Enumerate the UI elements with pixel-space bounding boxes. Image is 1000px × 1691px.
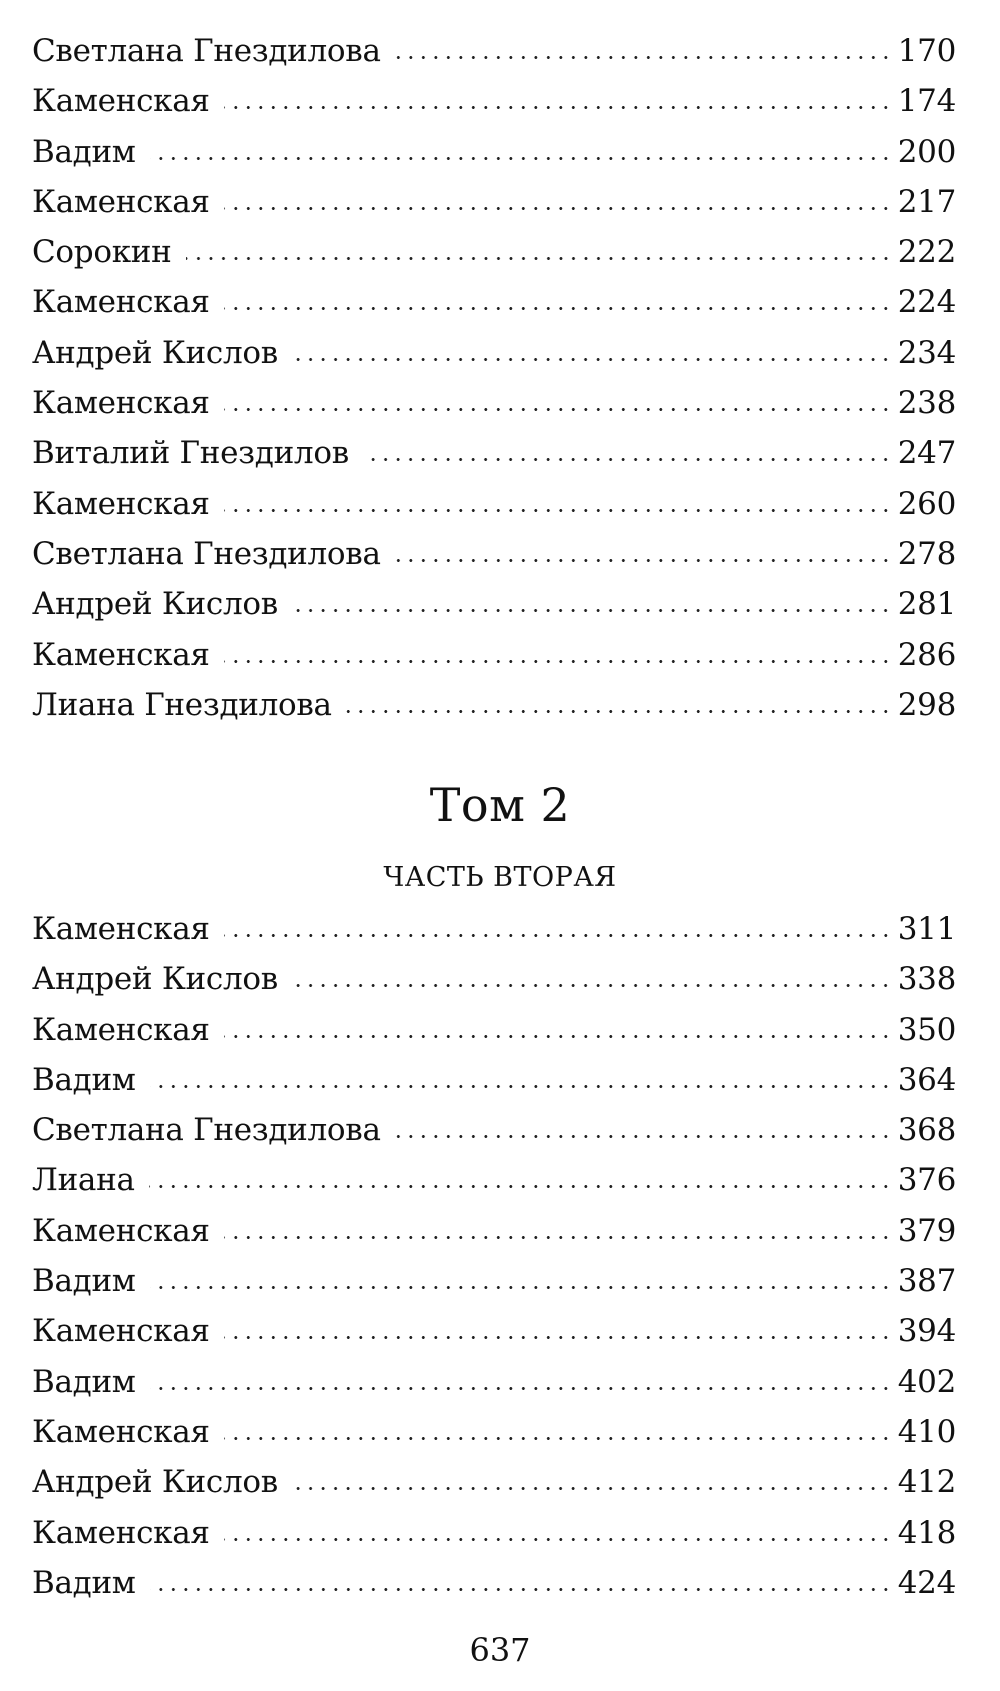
toc-entry-page: 424 — [897, 1564, 956, 1601]
toc-entry-title: Каменская — [32, 1313, 210, 1350]
toc-entry-title: Вадим — [32, 1061, 136, 1098]
toc-list-volume-1 — [32, 26, 956, 730]
toc-entry-page: 234 — [897, 334, 956, 371]
toc-entry-title: Андрей Кислов — [32, 334, 278, 371]
toc-entry[interactable] — [32, 904, 956, 954]
dot-leader — [224, 660, 892, 663]
toc-entry[interactable] — [32, 177, 956, 227]
dot-leader — [149, 1185, 892, 1188]
toc-entry[interactable] — [32, 1558, 956, 1608]
toc-list-volume-2 — [32, 904, 956, 1608]
toc-entry-page: 170 — [897, 33, 956, 69]
toc-entry[interactable] — [32, 954, 956, 1004]
toc-entry[interactable] — [32, 1105, 956, 1155]
toc-entry-title: Лиана Гнездилова — [32, 686, 332, 723]
dot-leader — [150, 157, 892, 160]
toc-entry[interactable] — [32, 127, 956, 177]
dot-leader — [363, 458, 892, 461]
toc-entry-page: 311 — [897, 911, 956, 947]
toc-entry-page: 387 — [897, 1263, 956, 1300]
volume-heading: Том 2 — [429, 778, 571, 832]
toc-entry-title: Каменская — [32, 636, 210, 673]
dot-leader — [224, 1336, 892, 1339]
toc-entry-page: 418 — [897, 1514, 956, 1551]
toc-entry-title: Андрей Кислов — [32, 961, 278, 998]
page-number: 637 — [469, 1631, 531, 1669]
toc-entry-page: 394 — [897, 1313, 956, 1350]
dot-leader — [150, 1387, 892, 1390]
dot-leader — [186, 257, 892, 260]
dot-leader — [224, 408, 892, 411]
toc-entry[interactable] — [32, 680, 956, 730]
dot-leader — [224, 934, 892, 937]
toc-entry-title: Каменская — [32, 1514, 210, 1551]
toc-entry-title: Каменская — [32, 911, 210, 947]
toc-entry-page: 338 — [897, 961, 956, 998]
dot-leader — [150, 1085, 892, 1088]
dot-leader — [224, 1538, 892, 1541]
toc-entry-page: 281 — [897, 586, 956, 623]
toc-entry-page: 222 — [897, 234, 956, 271]
dot-leader — [150, 1588, 892, 1591]
toc-entry-title: Светлана Гнездилова — [32, 535, 381, 572]
dot-leader — [150, 1286, 892, 1289]
toc-entry-title: Каменская — [32, 83, 210, 120]
toc-entry[interactable] — [32, 1306, 956, 1356]
toc-entry-title: Вадим — [32, 1363, 136, 1400]
toc-entry-title: Вадим — [32, 1564, 136, 1601]
toc-entry-title: Светлана Гнездилова — [32, 33, 381, 69]
toc-entry[interactable] — [32, 26, 956, 76]
toc-entry[interactable] — [32, 1206, 956, 1256]
toc-entry[interactable] — [32, 1055, 956, 1105]
toc-entry[interactable] — [32, 428, 956, 478]
toc-entry-title: Виталий Гнездилов — [32, 435, 349, 472]
toc-entry[interactable] — [32, 1005, 956, 1055]
toc-entry[interactable] — [32, 579, 956, 629]
dot-leader — [224, 1236, 892, 1239]
toc-entry[interactable] — [32, 277, 956, 327]
toc-entry-page: 286 — [897, 636, 956, 673]
dot-leader — [224, 1035, 892, 1038]
dot-leader — [292, 984, 892, 987]
toc-entry-page: 278 — [897, 535, 956, 572]
toc-entry-page: 402 — [897, 1363, 956, 1400]
toc-entry[interactable] — [32, 378, 956, 428]
toc-entry-page: 379 — [897, 1212, 956, 1249]
toc-entry-title: Каменская — [32, 1212, 210, 1249]
toc-entry-page: 200 — [897, 133, 956, 170]
dot-leader — [224, 207, 892, 210]
toc-entry[interactable] — [32, 1155, 956, 1205]
toc-entry-page: 364 — [897, 1061, 956, 1098]
toc-entry-title: Андрей Кислов — [32, 1464, 278, 1501]
toc-entry-page: 410 — [897, 1413, 956, 1450]
toc-entry-page: 368 — [897, 1112, 956, 1149]
toc-entry-title: Вадим — [32, 1263, 136, 1300]
toc-entry-page: 238 — [897, 385, 956, 422]
toc-entry[interactable] — [32, 1457, 956, 1507]
toc-entry[interactable] — [32, 76, 956, 126]
dot-leader — [346, 710, 892, 713]
toc-entry[interactable] — [32, 529, 956, 579]
toc-entry-page: 412 — [897, 1464, 956, 1501]
toc-entry-page: 217 — [897, 183, 956, 220]
toc-entry[interactable] — [32, 328, 956, 378]
dot-leader — [224, 509, 892, 512]
toc-entry-title: Каменская — [32, 284, 210, 321]
toc-entry-title: Светлана Гнездилова — [32, 1112, 381, 1149]
toc-entry[interactable] — [32, 630, 956, 680]
toc-entry-page: 350 — [897, 1011, 956, 1048]
toc-entry-page: 376 — [897, 1162, 956, 1199]
dot-leader — [395, 1135, 892, 1138]
dot-leader — [292, 609, 892, 612]
dot-leader — [224, 106, 892, 109]
toc-entry[interactable] — [32, 1357, 956, 1407]
toc-entry-title: Сорокин — [32, 234, 172, 271]
toc-entry-page: 260 — [897, 485, 956, 522]
toc-entry-title: Каменская — [32, 183, 210, 220]
toc-entry-title: Андрей Кислов — [32, 586, 278, 623]
toc-entry-page: 174 — [897, 83, 956, 120]
toc-entry-title: Каменская — [32, 1011, 210, 1048]
toc-entry-title: Вадим — [32, 133, 136, 170]
toc-entry[interactable] — [32, 1407, 956, 1457]
toc-entry-page: 298 — [897, 686, 956, 723]
dot-leader — [224, 307, 892, 310]
toc-entry-page: 224 — [897, 284, 956, 321]
dot-leader — [224, 1437, 892, 1440]
toc-entry-title: Лиана — [32, 1162, 135, 1199]
toc-entry[interactable] — [32, 479, 956, 529]
toc-entry[interactable] — [32, 1508, 956, 1558]
toc-entry[interactable] — [32, 1256, 956, 1306]
dot-leader — [395, 559, 892, 562]
dot-leader — [292, 358, 892, 361]
toc-entry-page: 247 — [897, 435, 956, 472]
part-heading: ЧАСТЬ ВТОРАЯ — [383, 862, 617, 893]
toc-entry-title: Каменская — [32, 1413, 210, 1450]
toc-entry-title: Каменская — [32, 385, 210, 422]
toc-entry[interactable] — [32, 227, 956, 277]
toc-entry-title: Каменская — [32, 485, 210, 522]
dot-leader — [292, 1487, 892, 1490]
dot-leader — [395, 56, 892, 59]
